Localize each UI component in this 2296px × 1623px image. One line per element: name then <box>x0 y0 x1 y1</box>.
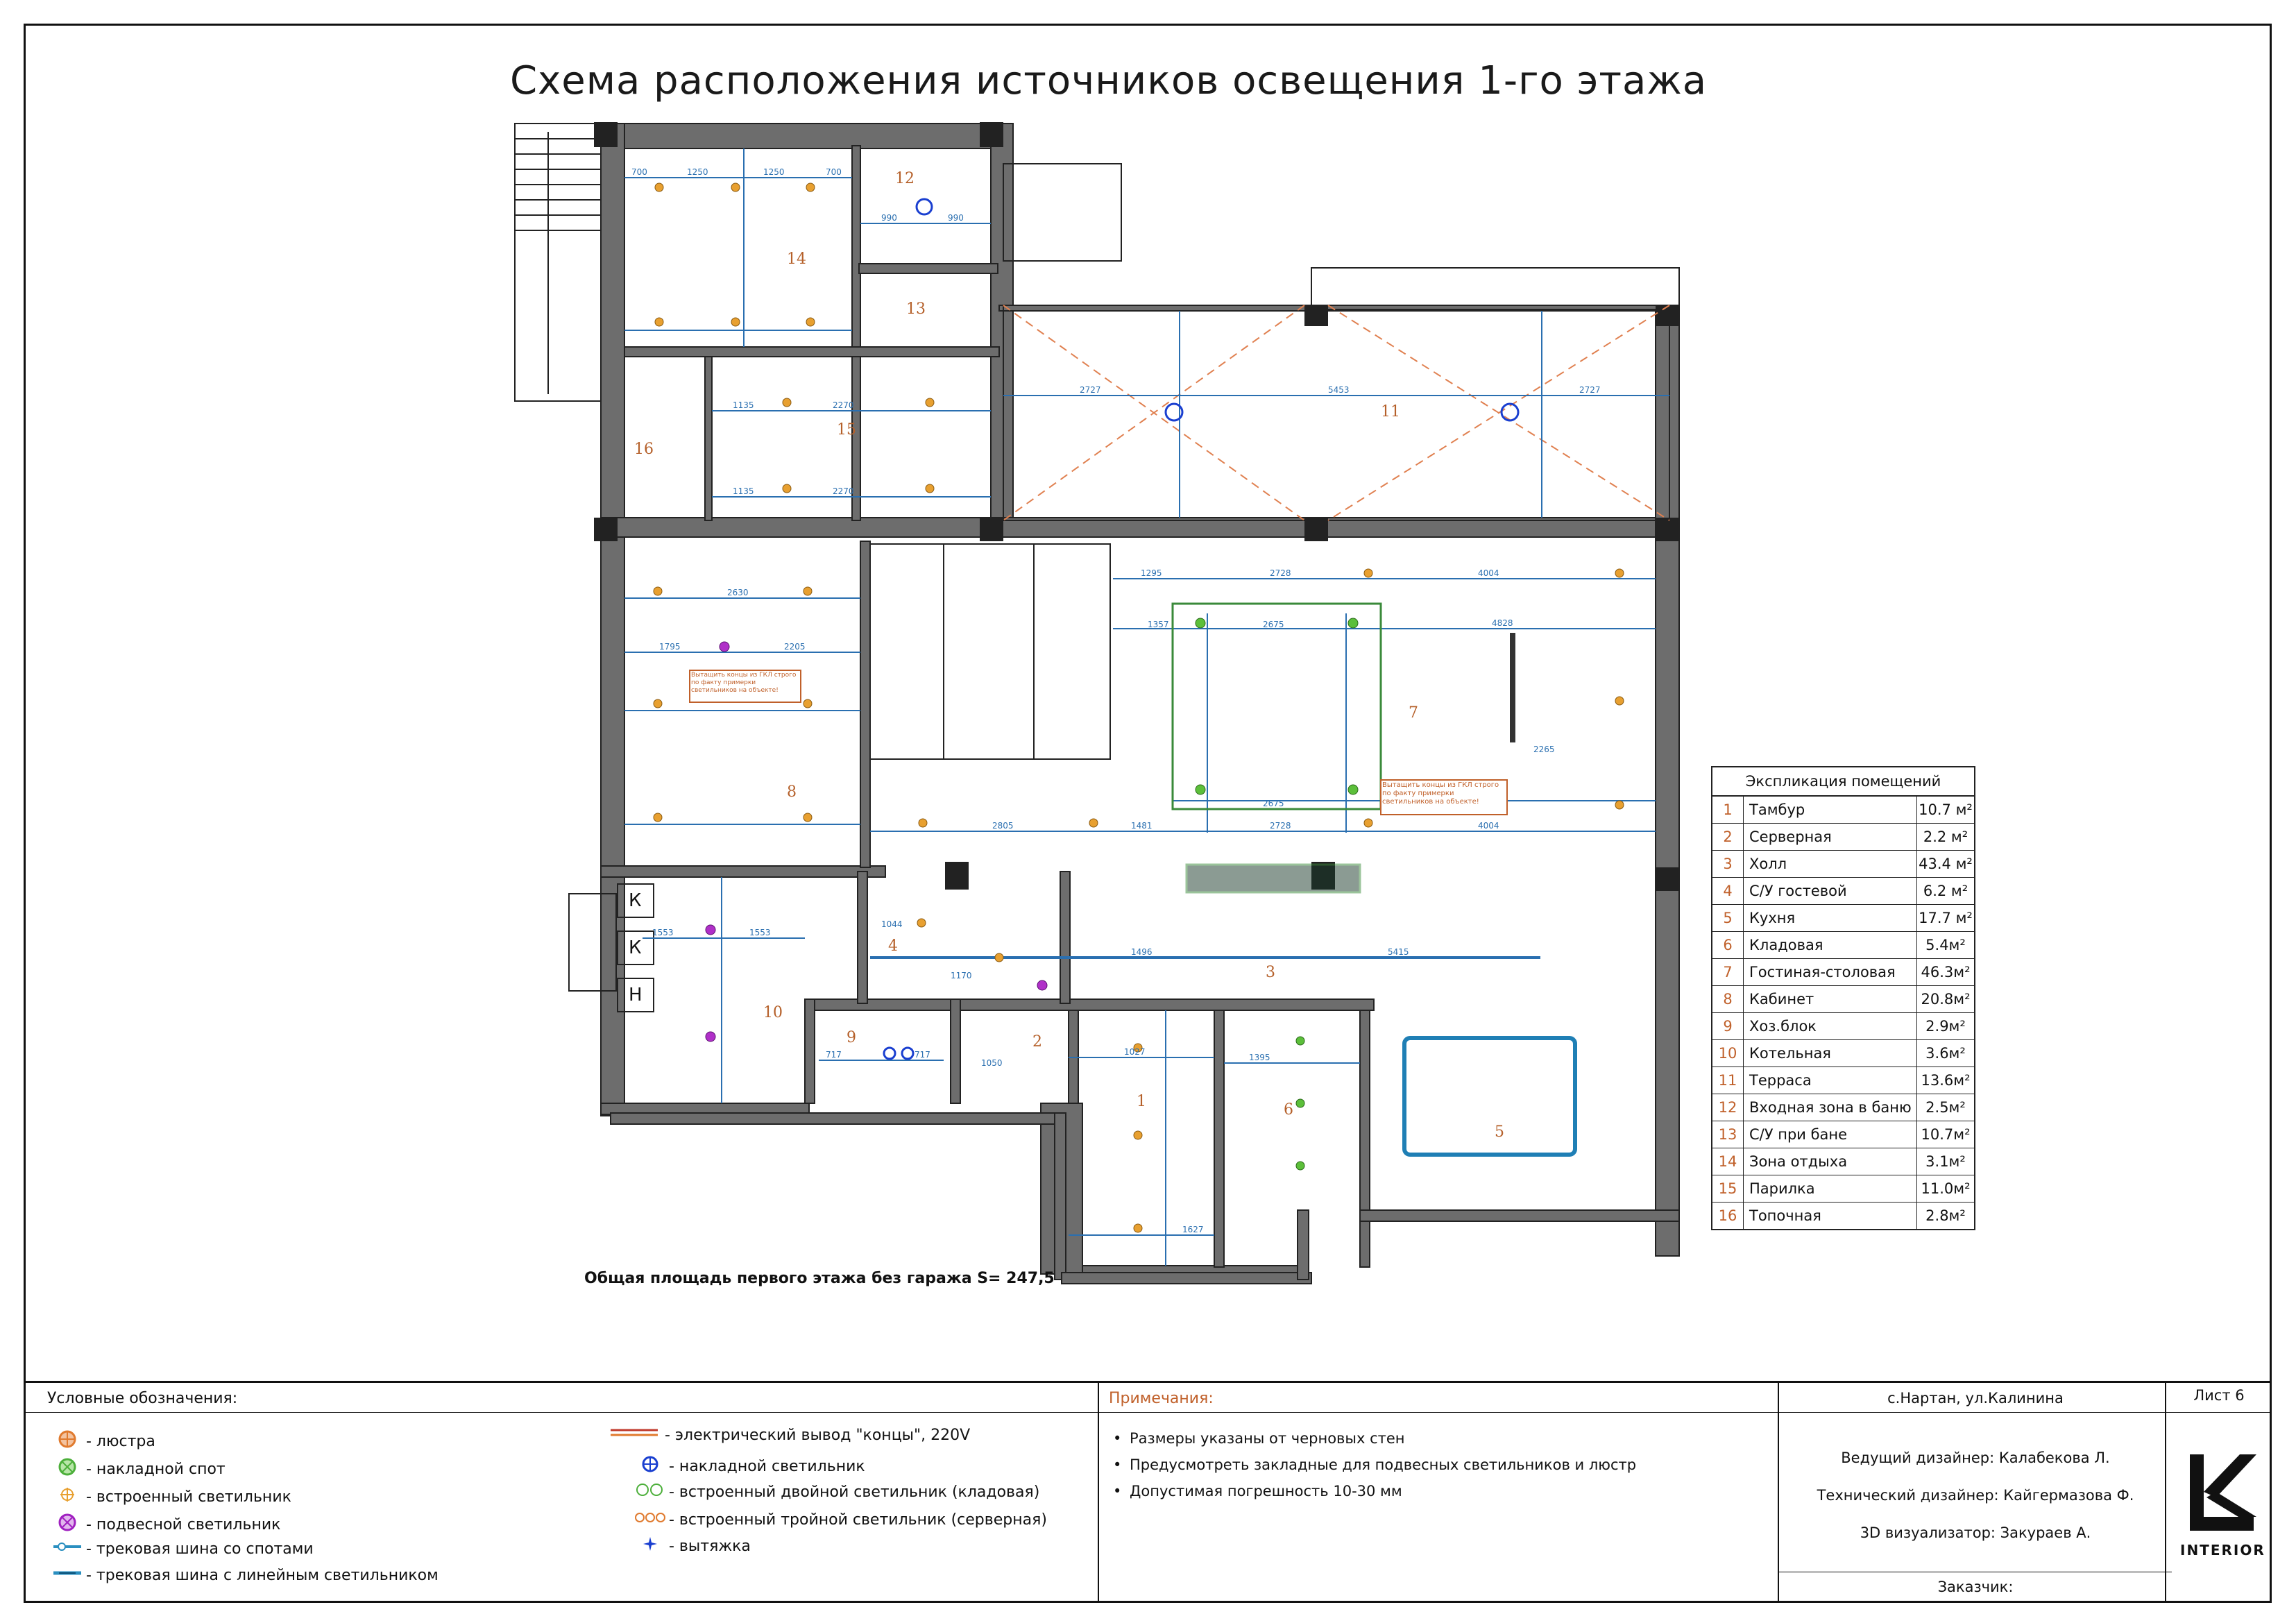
explication-row: 10 Котельная 3.6м² <box>1712 1040 1974 1067</box>
svg-text:2270: 2270 <box>833 400 854 410</box>
svg-text:1627: 1627 <box>1182 1225 1204 1234</box>
explication-row: 4 С/У гостевой 6.2 м² <box>1712 878 1974 905</box>
svg-text:2805: 2805 <box>992 821 1014 831</box>
legend-pendant: - подвесной светильник <box>51 1512 280 1537</box>
svg-text:2630: 2630 <box>727 588 749 597</box>
page-title: Схема расположения источников освещения 1-го этажа <box>510 58 1708 103</box>
cable-outlet-icon <box>606 1426 662 1444</box>
explication-row: 2 Серверная 2.2 м² <box>1712 824 1974 851</box>
svg-text:2675: 2675 <box>1263 620 1284 629</box>
svg-text:717: 717 <box>915 1050 930 1060</box>
exhaust-fan-icon <box>634 1536 666 1556</box>
room-15-label: 15 <box>837 421 856 439</box>
svg-text:1553: 1553 <box>652 928 674 937</box>
triple-recessed-icon <box>634 1509 666 1530</box>
svg-text:1170: 1170 <box>951 971 972 980</box>
svg-text:2728: 2728 <box>1270 821 1291 831</box>
note-room7: Вытащить концы из ГКЛ строго по факту примерки светильников на объекте! <box>1382 781 1499 806</box>
svg-text:2675: 2675 <box>1263 799 1284 808</box>
explication-row: 16 Топочная 2.8м² <box>1712 1203 1974 1229</box>
meter-h: Н <box>629 985 643 1005</box>
recessed-lights <box>654 183 1624 1232</box>
room-16-label: 16 <box>634 441 654 458</box>
total-area-label: Общая площадь первого этажа без гаража S= 247,5 <box>584 1270 1055 1287</box>
legend-cable: - электрический вывод "концы", 220V <box>606 1426 970 1444</box>
svg-text:990: 990 <box>948 213 964 223</box>
wall-top-left <box>602 124 998 148</box>
svg-text:2727: 2727 <box>1080 385 1101 395</box>
svg-text:700: 700 <box>631 167 647 177</box>
explication-row: 7 Гостиная-столовая 46.3м² <box>1712 959 1974 986</box>
room-10-label: 10 <box>763 1004 783 1021</box>
room-7-label: 7 <box>1409 704 1418 722</box>
legend-double: - встроенный двойной светильник (кладовая) <box>634 1481 1039 1502</box>
legend-title: Условные обозначения: <box>47 1390 238 1407</box>
room-1-label: 1 <box>1137 1093 1146 1110</box>
notes-column <box>1098 1383 1792 1603</box>
explication-title: Экспликация помещений <box>1712 767 1974 797</box>
svg-text:717: 717 <box>826 1050 842 1060</box>
track-spot-icon <box>51 1540 83 1558</box>
recessed-light-icon <box>51 1484 83 1509</box>
chandelier-icon <box>51 1429 83 1454</box>
svg-text:2265: 2265 <box>1533 745 1555 754</box>
terrace <box>1003 164 1679 520</box>
track-linear-icon <box>51 1566 83 1584</box>
meter-k2: К <box>629 937 642 958</box>
legend-exhaust: - вытяжка <box>634 1536 751 1556</box>
brand-logo <box>2180 1447 2263 1558</box>
room-4-label: 4 <box>888 937 898 955</box>
note-item: • Допустимая погрешность 10-30 мм <box>1130 1483 1402 1499</box>
svg-text:1250: 1250 <box>763 167 785 177</box>
svg-text:1553: 1553 <box>749 928 771 937</box>
svg-text:4004: 4004 <box>1478 821 1499 831</box>
room-11-label: 11 <box>1381 403 1400 420</box>
explication-row: 5 Кухня 17.7 м² <box>1712 905 1974 932</box>
room-8-label: 8 <box>787 783 797 801</box>
title-block <box>24 1381 2272 1603</box>
lead-designer: Ведущий дизайнер: Калабекова Л. <box>1841 1450 2110 1466</box>
explication-row: 15 Парилка 11.0м² <box>1712 1175 1974 1203</box>
explication-row: 12 Входная зона в баню 2.5м² <box>1712 1094 1974 1121</box>
svg-text:1481: 1481 <box>1131 821 1153 831</box>
note-item: • Предусмотреть закладные для подвесных светильников и люстр <box>1130 1456 1636 1473</box>
room-6-label: 6 <box>1284 1101 1293 1119</box>
legend-triple: - встроенный тройной светильник (серверная) <box>634 1509 1047 1530</box>
lower-outline <box>611 1113 1311 1284</box>
columns <box>594 122 1679 891</box>
svg-text:5415: 5415 <box>1388 947 1409 957</box>
svg-text:1135: 1135 <box>733 400 754 410</box>
legend-track-spot: - трековая шина со спотами <box>51 1540 314 1558</box>
explication-row: 6 Кладовая 5.4м² <box>1712 932 1974 959</box>
legend-recessed: - встроенный светильник <box>51 1484 291 1509</box>
surface-spot-icon <box>51 1456 83 1481</box>
double-recessed-icon <box>634 1481 666 1502</box>
svg-text:2727: 2727 <box>1579 385 1601 395</box>
explication-row: 11 Терраса 13.6м² <box>1712 1067 1974 1094</box>
svg-text:1027: 1027 <box>1124 1047 1146 1057</box>
ceiling-boxes <box>1173 604 1381 892</box>
svg-text:4004: 4004 <box>1478 568 1499 578</box>
lk-logo-icon <box>2180 1447 2263 1538</box>
svg-text:1357: 1357 <box>1148 620 1169 629</box>
svg-text:1250: 1250 <box>687 167 708 177</box>
room-14-label: 14 <box>787 250 806 268</box>
customer: Заказчик: <box>1937 1579 2014 1595</box>
svg-text:5453: 5453 <box>1328 385 1350 395</box>
room-3-label: 3 <box>1266 964 1275 981</box>
explication-row: 14 Зона отдыха 3.1м² <box>1712 1148 1974 1175</box>
svg-text:1795: 1795 <box>659 642 681 652</box>
room-13-label: 13 <box>906 300 926 318</box>
explication-row: 13 С/У при бане 10.7м² <box>1712 1121 1974 1148</box>
surface-light-icon <box>634 1454 666 1479</box>
explication-row: 9 Хоз.блок 2.9м² <box>1712 1013 1974 1040</box>
note-room8: Вытащить концы из ГКЛ строго по факту примерки светильников на объекте! <box>691 672 797 694</box>
track-lights <box>1404 633 1575 1155</box>
room-12-label: 12 <box>895 170 915 187</box>
explication-table <box>1711 766 1975 1230</box>
legend-track-linear: - трековая шина с линейным светильником <box>51 1566 439 1584</box>
room-2-label: 2 <box>1032 1033 1042 1051</box>
room-5-label: 5 <box>1495 1123 1504 1141</box>
tech-designer: Технический дизайнер: Кайгермазова Ф. <box>1817 1487 2134 1504</box>
logo-text: INTERIOR <box>2180 1542 2265 1558</box>
svg-text:1135: 1135 <box>733 486 754 496</box>
meter-k1: К <box>629 890 642 911</box>
legend-chandelier: - люстра <box>51 1429 155 1454</box>
notes-title: Примечания: <box>1109 1390 1214 1407</box>
explication-row: 3 Холл 43.4 м² <box>1712 851 1974 878</box>
legend-surface-light: - накладной светильник <box>634 1454 865 1479</box>
svg-text:4828: 4828 <box>1492 618 1513 628</box>
svg-text:2270: 2270 <box>833 486 854 496</box>
room-9-label: 9 <box>847 1029 856 1046</box>
visualizer: 3D визуализатор: Закураев А. <box>1860 1524 2091 1541</box>
address: с.Нартан, ул.Калинина <box>1887 1390 2064 1407</box>
sheet-number: Лист 6 <box>2193 1387 2245 1404</box>
svg-text:1050: 1050 <box>981 1058 1003 1068</box>
explication-row: 8 Кабинет 20.8м² <box>1712 986 1974 1013</box>
svg-text:1395: 1395 <box>1249 1053 1270 1062</box>
svg-text:1044: 1044 <box>881 919 903 929</box>
legend-surface-spot: - накладной спот <box>51 1456 226 1481</box>
note-item: • Размеры указаны от черновых стен <box>1130 1430 1405 1447</box>
svg-text:700: 700 <box>826 167 842 177</box>
svg-text:2205: 2205 <box>784 642 806 652</box>
pendant-light-icon <box>51 1512 83 1537</box>
svg-text:1295: 1295 <box>1141 568 1162 578</box>
svg-text:2728: 2728 <box>1270 568 1291 578</box>
left-stair <box>515 124 601 401</box>
stamp-column <box>1778 1383 2172 1603</box>
svg-text:990: 990 <box>881 213 897 223</box>
central-stair <box>870 544 1110 759</box>
meter-labels <box>629 890 643 1005</box>
svg-text:1496: 1496 <box>1131 947 1153 957</box>
explication-row: 1 Тамбур 10.7 м² <box>1712 797 1974 824</box>
